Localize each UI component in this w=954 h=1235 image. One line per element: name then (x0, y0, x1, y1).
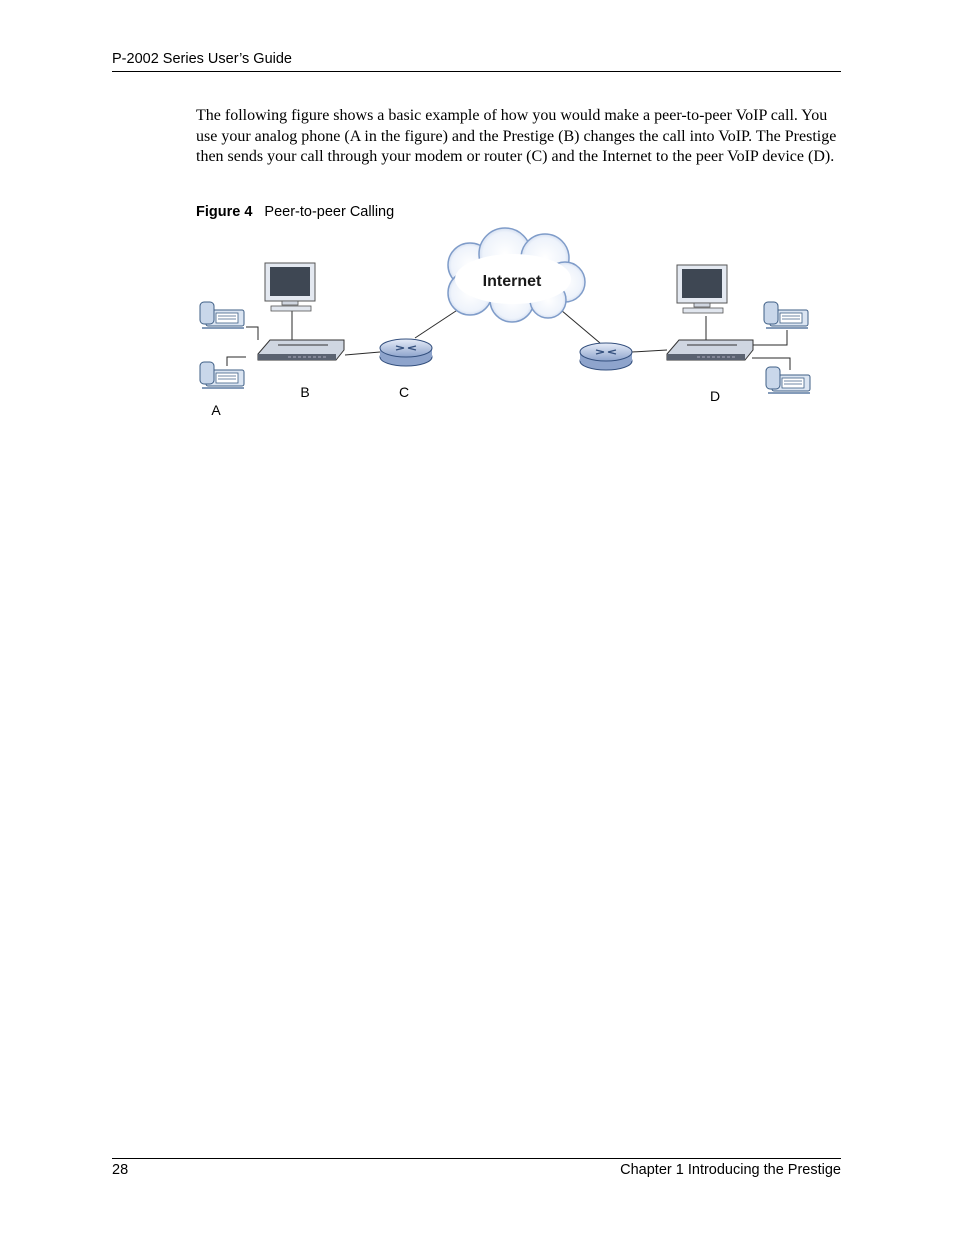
running-header-title: P-2002 Series User’s Guide (112, 51, 292, 67)
prestige-device-icon (258, 340, 344, 360)
voip-device-icon (667, 340, 753, 360)
router-icon (580, 343, 632, 370)
body-paragraph: The following figure shows a basic example of how you would make a peer-to-peer VoIP call. You use your analog phone (A in the figure) and the Prestige (B) changes the call into VoIP. The Prestige then sends your call through your modem or router (C) and the Internet to the peer VoIP device (D). (196, 107, 837, 165)
page-number: 28 (112, 1162, 129, 1178)
figure-caption-text: Peer-to-peer Calling (264, 204, 395, 220)
label-b: B (300, 384, 310, 400)
label-a: A (211, 402, 221, 418)
label-c: C (398, 384, 410, 400)
cloud-label: Internet (482, 273, 542, 290)
peer-to-peer-diagram (0, 0, 954, 430)
footer-rule (112, 1158, 841, 1159)
label-d: D (709, 388, 721, 404)
figure-number: Figure 4 (196, 204, 253, 220)
router-icon (380, 339, 432, 366)
chapter-title: Chapter 1 Introducing the Prestige (620, 1162, 841, 1178)
